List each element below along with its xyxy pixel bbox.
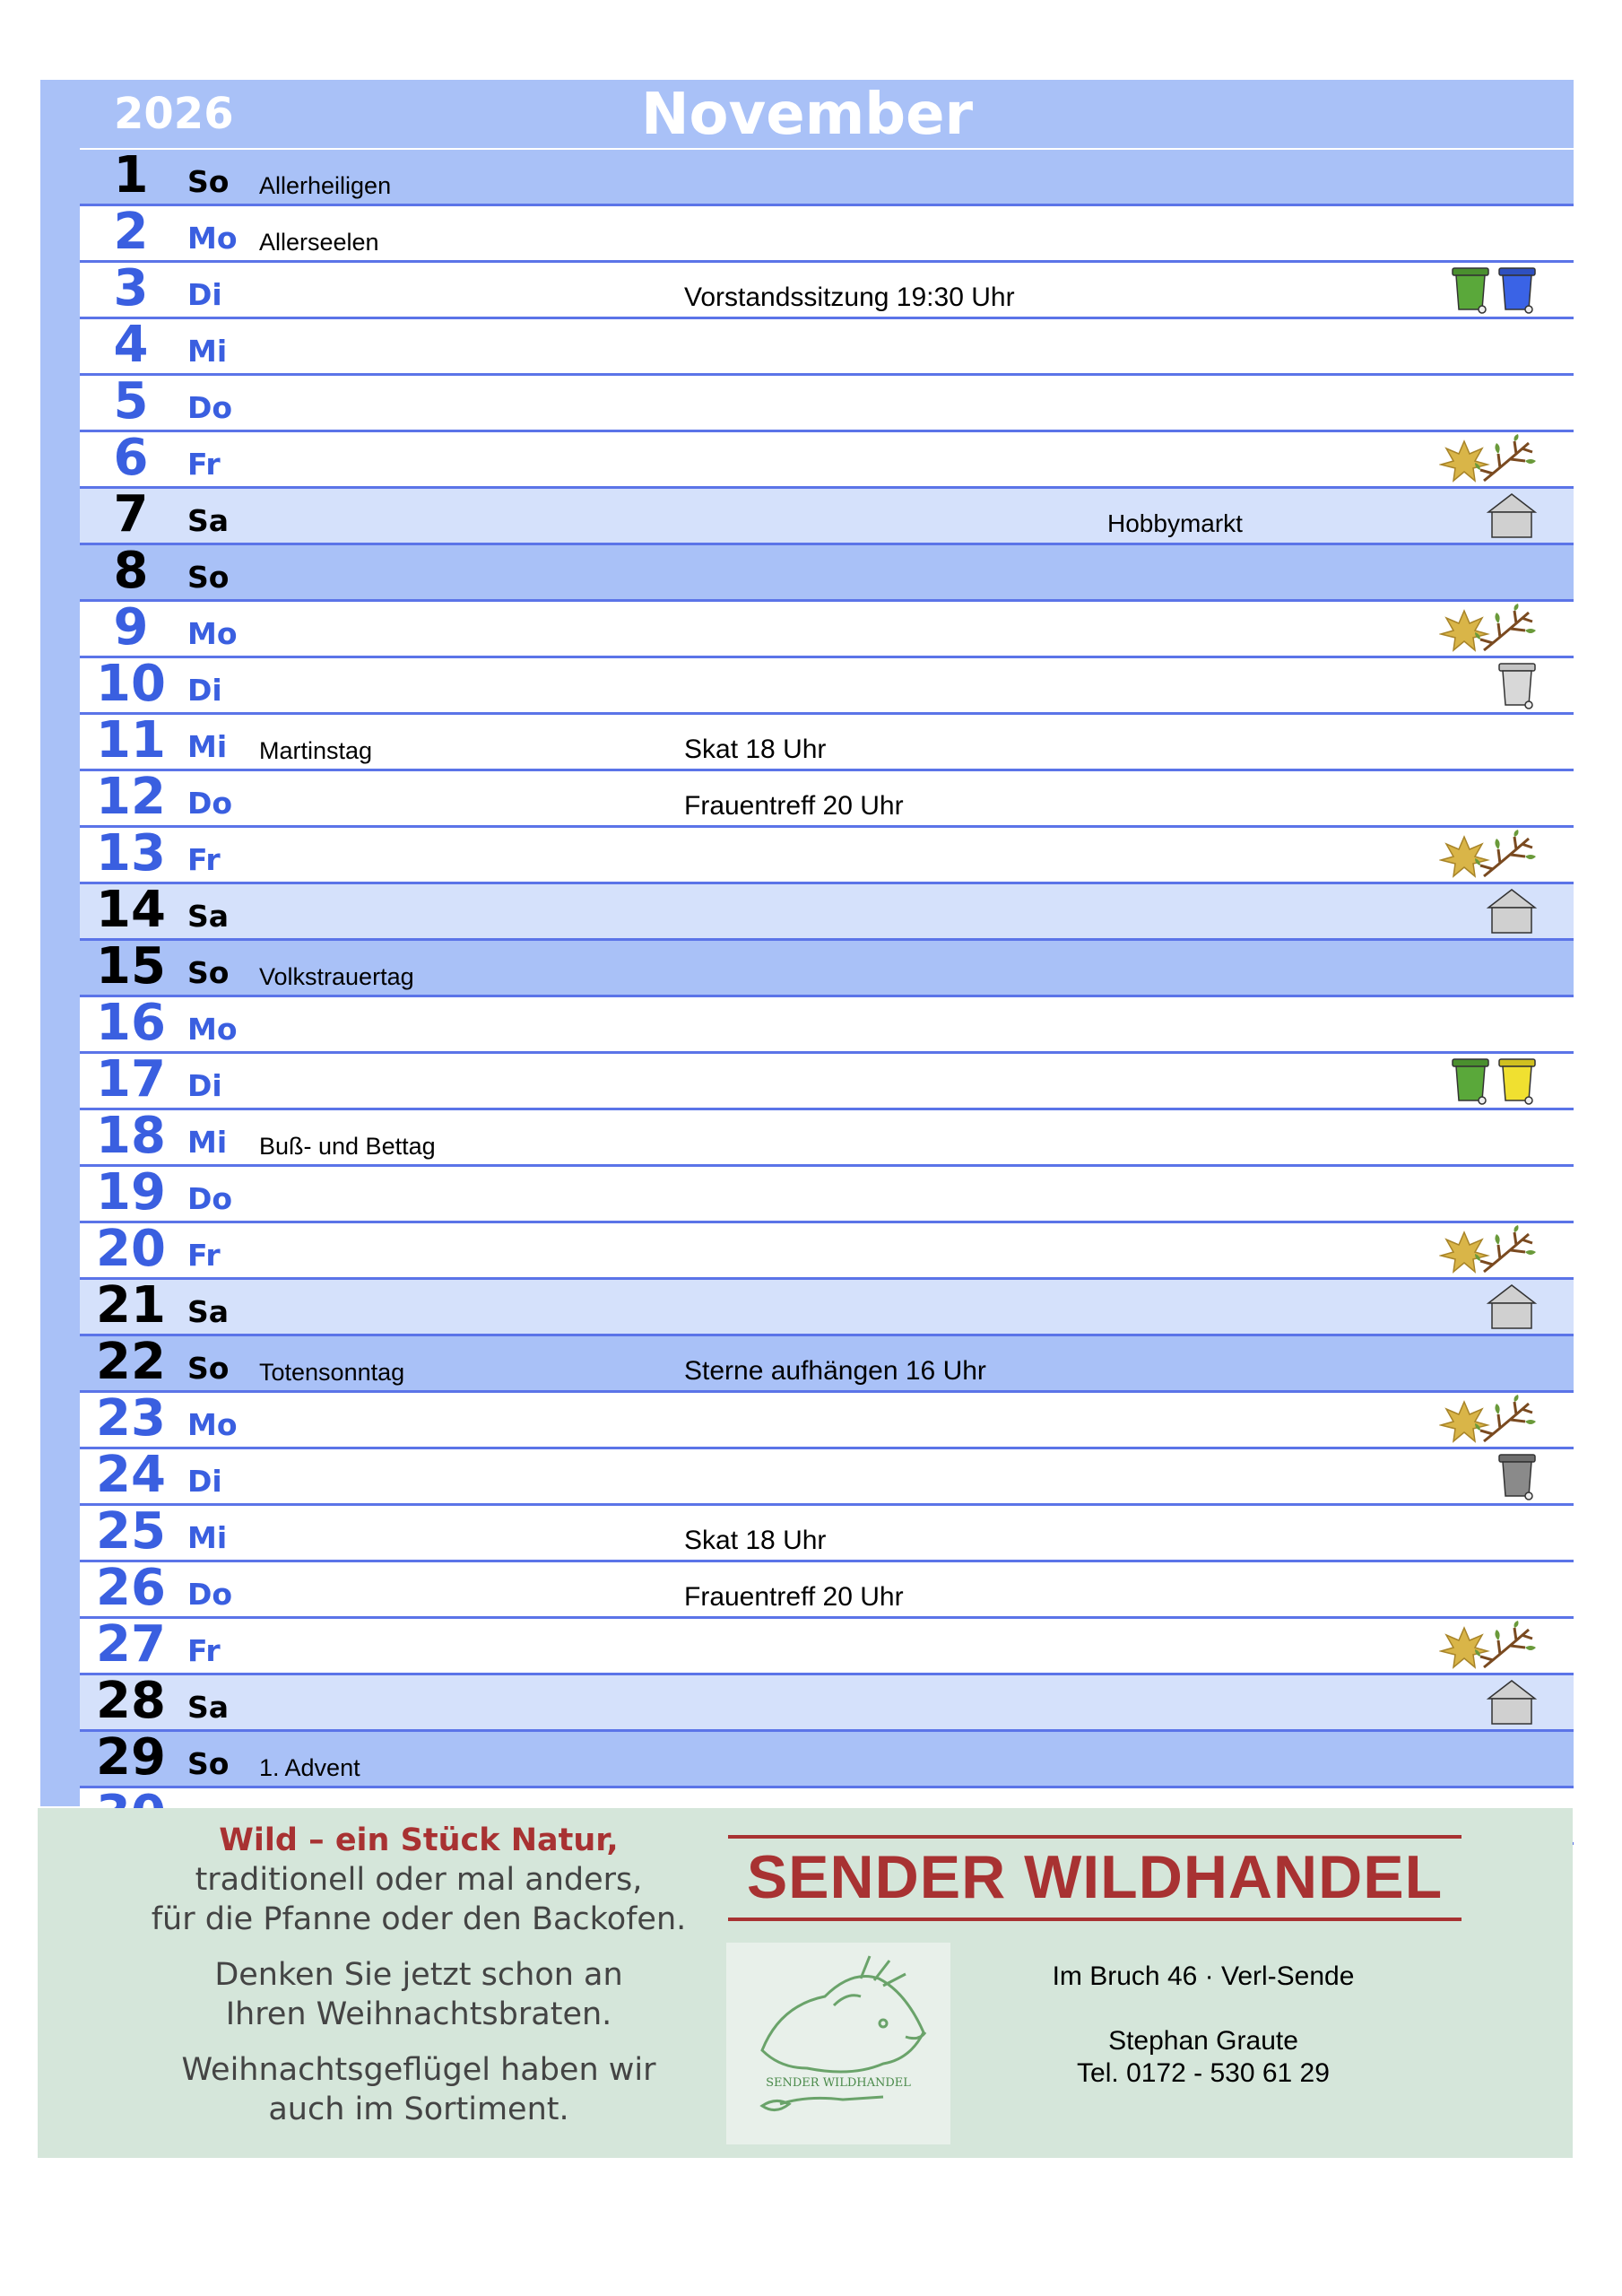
weekday-label: Sa — [187, 1294, 230, 1329]
day-row — [80, 1615, 1574, 1675]
day-number: 13 — [96, 824, 166, 883]
recycling-station-icon — [1486, 886, 1538, 936]
ad-text-line: auch im Sortiment. — [268, 2092, 569, 2127]
day-row — [80, 1276, 1574, 1336]
green-bin-icon — [1450, 1056, 1491, 1106]
weekday-label: Mo — [187, 1012, 238, 1047]
weekday-label: So — [187, 1351, 230, 1386]
waste-collection-icons — [1439, 604, 1538, 654]
day-row — [80, 485, 1574, 545]
weekday-label: Mi — [187, 1520, 228, 1555]
day-row — [80, 542, 1574, 602]
event-label: Frauentreff 20 Uhr — [684, 1582, 904, 1612]
holiday-label: Totensonntag — [259, 1359, 405, 1386]
day-number: 27 — [96, 1615, 166, 1674]
waste-collection-icons — [1439, 830, 1538, 880]
contact-info — [979, 1961, 1427, 2090]
ad-headline: Wild – ein Stück Natur, — [219, 1822, 619, 1858]
holiday-label: Allerseelen — [259, 229, 379, 256]
day-row — [80, 1220, 1574, 1280]
day-number: 26 — [96, 1559, 166, 1617]
day-row — [80, 1333, 1574, 1393]
waste-collection-icons — [1486, 1677, 1538, 1727]
day-row — [80, 768, 1574, 828]
day-number: 6 — [113, 429, 149, 487]
weekday-label: So — [187, 164, 230, 199]
day-number: 17 — [96, 1050, 166, 1109]
weekday-label: Do — [187, 390, 233, 425]
day-number: 22 — [96, 1333, 166, 1391]
day-number: 3 — [113, 259, 149, 317]
day-number: 29 — [96, 1728, 166, 1787]
ad-text-line: Ihren Weihnachtsbraten. — [225, 1996, 612, 2032]
weekday-label: Do — [187, 1181, 233, 1216]
day-number: 4 — [113, 316, 149, 374]
day-number: 15 — [96, 937, 166, 996]
day-number: 24 — [96, 1446, 166, 1504]
day-row — [80, 598, 1574, 658]
waste-collection-icons — [1439, 434, 1538, 484]
light-grey-bin-icon — [1496, 660, 1538, 710]
day-row — [80, 711, 1574, 771]
day-number: 5 — [113, 372, 149, 430]
weekday-label: Do — [187, 786, 233, 821]
ad-text-line: Denken Sie jetzt schon an — [214, 1957, 623, 1993]
weekday-label: Mo — [187, 1407, 238, 1442]
market-label: Hobbymarkt — [1107, 509, 1243, 537]
day-row — [80, 1050, 1574, 1110]
wild-boar-logo-icon — [726, 1943, 950, 2144]
weekday-label: So — [187, 560, 230, 595]
day-row — [80, 1672, 1574, 1732]
leaf-branch-icon — [1439, 434, 1538, 484]
day-row — [80, 372, 1574, 432]
weekday-label: Mo — [187, 616, 238, 651]
day-number: 16 — [96, 994, 166, 1052]
phone-number: Tel. 0172 - 530 61 29 — [1077, 2058, 1330, 2088]
day-row — [80, 146, 1574, 206]
day-number: 9 — [113, 598, 149, 657]
day-row — [80, 881, 1574, 941]
day-row — [80, 1502, 1574, 1562]
event-label: Vorstandssitzung 19:30 Uhr — [684, 283, 1015, 312]
calendar-header — [40, 80, 1574, 148]
weekday-label: Fr — [187, 1633, 221, 1668]
day-number: 7 — [113, 485, 149, 544]
day-number: 10 — [96, 655, 166, 713]
holiday-label: Volkstrauertag — [259, 963, 414, 990]
left-color-strip — [40, 148, 80, 1806]
day-list — [80, 146, 1574, 1845]
weekday-label: Sa — [187, 1690, 230, 1725]
ad-text-line: für die Pfanne oder den Backofen. — [151, 1901, 687, 1937]
weekday-label: Di — [187, 1068, 222, 1103]
holiday-label: 1. Advent — [259, 1754, 360, 1781]
weekday-label: Mi — [187, 334, 228, 369]
event-label: Frauentreff 20 Uhr — [684, 791, 904, 821]
day-row — [80, 316, 1574, 376]
weekday-label: Fr — [187, 447, 221, 482]
day-row — [80, 994, 1574, 1054]
weekday-label: Sa — [187, 899, 230, 934]
address: Im Bruch 46 · Verl-Sende — [1052, 1961, 1355, 1991]
recycling-station-icon — [1486, 491, 1538, 541]
day-row — [80, 1446, 1574, 1506]
day-row — [80, 937, 1574, 997]
brand-name: SENDER WILDHANDEL — [746, 1843, 1444, 1911]
weekday-label: Mo — [187, 221, 238, 256]
day-number: 20 — [96, 1220, 166, 1278]
brand-rule-top — [728, 1835, 1462, 1839]
waste-collection-icons — [1450, 265, 1538, 315]
event-label: Sterne aufhängen 16 Uhr — [684, 1356, 986, 1386]
event-label: Skat 18 Uhr — [684, 735, 827, 764]
day-row — [80, 1728, 1574, 1788]
event-label: Skat 18 Uhr — [684, 1526, 827, 1555]
ad-text-line: traditionell oder mal anders, — [195, 1862, 643, 1898]
holiday-label: Martinstag — [259, 737, 373, 764]
logo-text: SENDER WILDHANDEL — [766, 2076, 911, 2090]
holiday-label: Buß- und Bettag — [259, 1133, 436, 1160]
day-number: 14 — [96, 881, 166, 939]
weekday-label: Di — [187, 277, 222, 312]
ad-text-line: Weihnachtsgeflügel haben wir — [181, 2052, 656, 2088]
day-row — [80, 655, 1574, 715]
green-bin-icon — [1450, 265, 1491, 315]
day-row — [80, 824, 1574, 884]
waste-collection-icons — [1486, 1282, 1538, 1332]
contact-name: Stephan Graute — [1108, 2026, 1298, 2056]
blue-bin-icon — [1496, 265, 1538, 315]
day-number: 8 — [113, 542, 149, 600]
day-number: 21 — [96, 1276, 166, 1335]
weekday-label: Di — [187, 1464, 222, 1499]
brand-rule-bottom — [728, 1918, 1462, 1921]
waste-collection-icons — [1439, 1225, 1538, 1275]
day-row — [80, 1389, 1574, 1449]
recycling-station-icon — [1486, 1282, 1538, 1332]
weekday-label: Mi — [187, 729, 228, 764]
day-row — [80, 1107, 1574, 1167]
weekday-label: Mi — [187, 1125, 228, 1160]
month-title: November — [640, 82, 974, 148]
weekday-label: Di — [187, 673, 222, 708]
day-row — [80, 1559, 1574, 1619]
day-number: 18 — [96, 1107, 166, 1165]
leaf-branch-icon — [1439, 830, 1538, 880]
holiday-label: Allerheiligen — [259, 172, 392, 199]
dark-grey-bin-icon — [1496, 1451, 1538, 1501]
waste-collection-icons — [1439, 1621, 1538, 1671]
weekday-label: Fr — [187, 842, 221, 877]
day-row — [80, 429, 1574, 489]
day-number: 28 — [96, 1672, 166, 1730]
weekday-label: So — [187, 955, 230, 990]
advertisement-box — [38, 1808, 1573, 2158]
day-number: 23 — [96, 1389, 166, 1448]
waste-collection-icons — [1486, 886, 1538, 936]
day-number: 19 — [96, 1163, 166, 1222]
waste-collection-icons — [1450, 1056, 1538, 1106]
ad-slogan — [38, 1821, 800, 2129]
leaf-branch-icon — [1439, 1225, 1538, 1275]
day-row — [80, 1163, 1574, 1223]
weekday-label: Do — [187, 1577, 233, 1612]
day-number: 1 — [113, 146, 149, 204]
leaf-branch-icon — [1439, 604, 1538, 654]
leaf-branch-icon — [1439, 1395, 1538, 1445]
day-number: 2 — [113, 203, 149, 261]
recycling-station-icon — [1486, 1677, 1538, 1727]
day-number: 25 — [96, 1502, 166, 1561]
year-label: 2026 — [114, 89, 234, 139]
waste-collection-icons — [1496, 660, 1538, 710]
day-row — [80, 259, 1574, 319]
yellow-bin-icon — [1496, 1056, 1538, 1106]
weekday-label: So — [187, 1746, 230, 1781]
weekday-label: Sa — [187, 503, 230, 538]
leaf-branch-icon — [1439, 1621, 1538, 1671]
weekday-label: Fr — [187, 1238, 221, 1273]
day-number: 11 — [96, 711, 166, 770]
waste-collection-icons — [1496, 1451, 1538, 1501]
waste-collection-icons — [1486, 491, 1538, 541]
day-number: 12 — [96, 768, 166, 826]
waste-collection-icons — [1439, 1395, 1538, 1445]
day-row — [80, 203, 1574, 263]
